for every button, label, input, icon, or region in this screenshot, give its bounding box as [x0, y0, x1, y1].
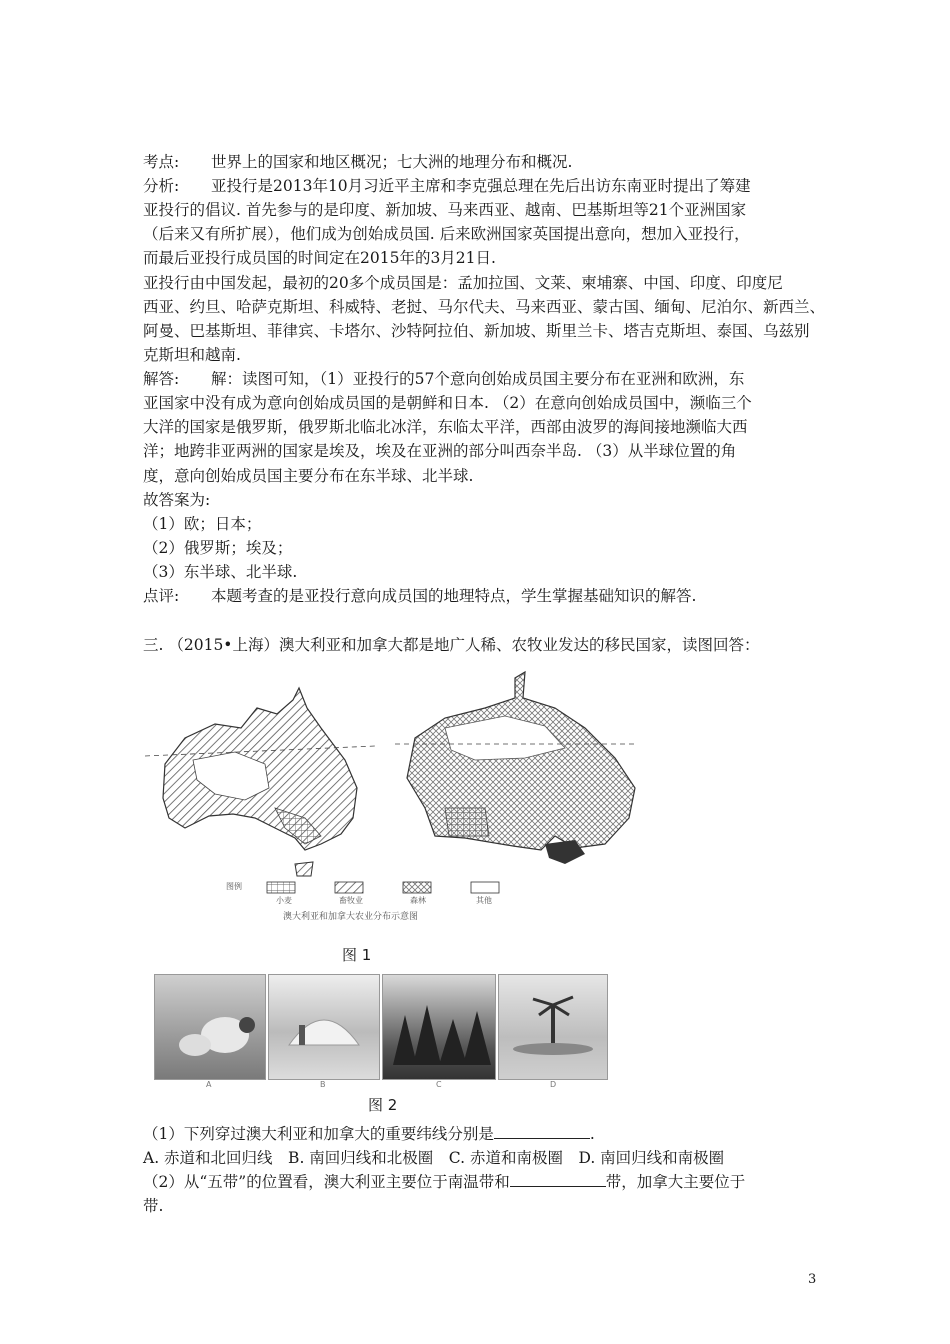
- photo-label-a: A: [206, 1080, 212, 1089]
- legend-label-livestock: 畜牧业: [339, 896, 363, 905]
- fenxi-line: 亚投行由中国发起，最初的20多个成员国是：孟加拉国、文莱、柬埔寨、中国、印度、印度尼: [143, 274, 783, 292]
- legend-swatch-wheat: [267, 882, 295, 893]
- legend-label-other: 其他: [476, 896, 492, 905]
- jieda-line: 洋；地跨非亚两洲的国家是埃及，埃及在亚洲的部分叫西奈半岛. （3）从半球位置的角: [143, 442, 737, 460]
- legend-title: 图例: [226, 882, 242, 891]
- fenxi-line: 亚投行的倡议. 首先参与的是印度、新加坡、马来西亚、越南、巴基斯坦等21个亚洲国家: [143, 201, 747, 219]
- kaodian-row: [143, 152, 572, 172]
- photo-a-sheep: [154, 974, 266, 1080]
- photo-b-igloo: [268, 974, 380, 1080]
- dianping-text: 本题考查的是亚投行意向成员国的地理特点，学生掌握基础知识的解答.: [211, 587, 697, 605]
- fenxi-line: 而最后亚投行成员国的时间定在2015年的3月21日.: [143, 249, 496, 267]
- q1-answer-blank[interactable]: [494, 1124, 590, 1139]
- canada-map: [395, 672, 635, 864]
- photo-label-d: D: [550, 1080, 557, 1089]
- photo-label-b: B: [320, 1080, 326, 1089]
- q2-text-b: 带，加拿大主要位于: [605, 1173, 746, 1191]
- q1-options: A. 赤道和北回归线 B. 南回归线和北极圈 C. 赤道和南极圈 D. 南回归线和南极圈: [143, 1149, 725, 1167]
- palm-tree-icon: [499, 975, 607, 1079]
- fenxi-line: 阿曼、巴基斯坦、菲律宾、卡塔尔、沙特阿拉伯、新加坡、斯里兰卡、塔吉克斯坦、泰国、乌兹别: [143, 322, 810, 340]
- legend-swatch-other: [471, 882, 499, 893]
- answer-1: （1）欧；日本；: [143, 515, 262, 533]
- legend-label-forest: 森林: [410, 896, 426, 905]
- q1-text: （1）下列穿过澳大利亚和加拿大的重要纬线分别是: [143, 1125, 494, 1143]
- q2-text-c: 带.: [143, 1197, 164, 1215]
- fenxi-line: 西亚、约旦、哈萨克斯坦、科威特、老挝、马尔代夫、马来西亚、蒙古国、缅甸、尼泊尔、新西兰、: [143, 298, 826, 316]
- q1-row: [143, 1124, 595, 1144]
- jieda-line: 亚国家中没有成为意向创始成员国的是朝鲜和日本. （2）在意向创始成员国中，濒临三个: [143, 394, 752, 412]
- fenxi-label: 分析:: [143, 177, 180, 195]
- q2-text-a: （2）从“五带”的位置看，澳大利亚主要位于南温带和: [143, 1173, 510, 1191]
- q2-row: [143, 1172, 745, 1192]
- map-title: 澳大利亚和加拿大农业分布示意图: [283, 912, 419, 922]
- answer-title: 故答案为:: [143, 491, 211, 509]
- q1-end: .: [589, 1125, 595, 1143]
- fenxi-line: 亚投行是2013年10月习近平主席和李克强总理在先后出访东南亚时提出了筹建: [211, 177, 751, 195]
- fenxi-row: [143, 176, 751, 196]
- figure1-map: [145, 668, 645, 930]
- jieda-line: 解：读图可知，（1）亚投行的57个意向创始成员国主要分布在亚洲和欧洲，东: [211, 370, 745, 388]
- photo-c-forest: [382, 974, 496, 1080]
- igloo-icon: [269, 975, 379, 1079]
- legend: [267, 882, 499, 893]
- page-number: 3: [808, 1272, 817, 1287]
- jieda-line: 度，意向创始成员国主要分布在东半球、北半球.: [143, 467, 474, 485]
- answer-3: （3）东半球、北半球.: [143, 563, 298, 581]
- forest-icon: [383, 975, 495, 1079]
- fenxi-line: 克斯坦和越南.: [143, 346, 241, 364]
- australia-map: [145, 688, 375, 876]
- kaodian-text: 世界上的国家和地区概况；七大洲的地理分布和概况.: [211, 153, 573, 171]
- jieda-label: 解答:: [143, 370, 180, 388]
- legend-label-wheat: 小麦: [276, 896, 292, 905]
- legend-swatch-forest: [403, 882, 431, 893]
- photo-label-c: C: [436, 1080, 442, 1089]
- dianping-label: 点评:: [143, 587, 180, 605]
- dianping-row: [143, 586, 696, 606]
- sheep-icon: [155, 975, 265, 1079]
- kaodian-label: 考点:: [143, 153, 180, 171]
- figure2-photos: [150, 968, 610, 1089]
- legend-swatch-livestock: [335, 882, 363, 893]
- fenxi-line: （后来又有所扩展），他们成为创始成员国. 后来欧洲国家英国提出意向，想加入亚投行，: [143, 225, 750, 243]
- q2-answer-blank-1[interactable]: [510, 1172, 606, 1187]
- question-heading: 三. （2015•上海）澳大利亚和加拿大都是地广人稀、农牧业发达的移民国家，读图回答：: [143, 636, 760, 654]
- photo-d-oasis: [498, 974, 608, 1080]
- jieda-line: 大洋的国家是俄罗斯，俄罗斯北临北冰洋，东临太平洋，西部由波罗的海间接地濒临大西: [143, 418, 748, 436]
- answer-2: （2）俄罗斯；埃及；: [143, 539, 293, 557]
- figure1-caption: 图 1: [342, 946, 372, 964]
- jieda-row: [143, 369, 744, 389]
- figure2-caption: 图 2: [368, 1096, 398, 1114]
- q2-row-2: [143, 1196, 163, 1216]
